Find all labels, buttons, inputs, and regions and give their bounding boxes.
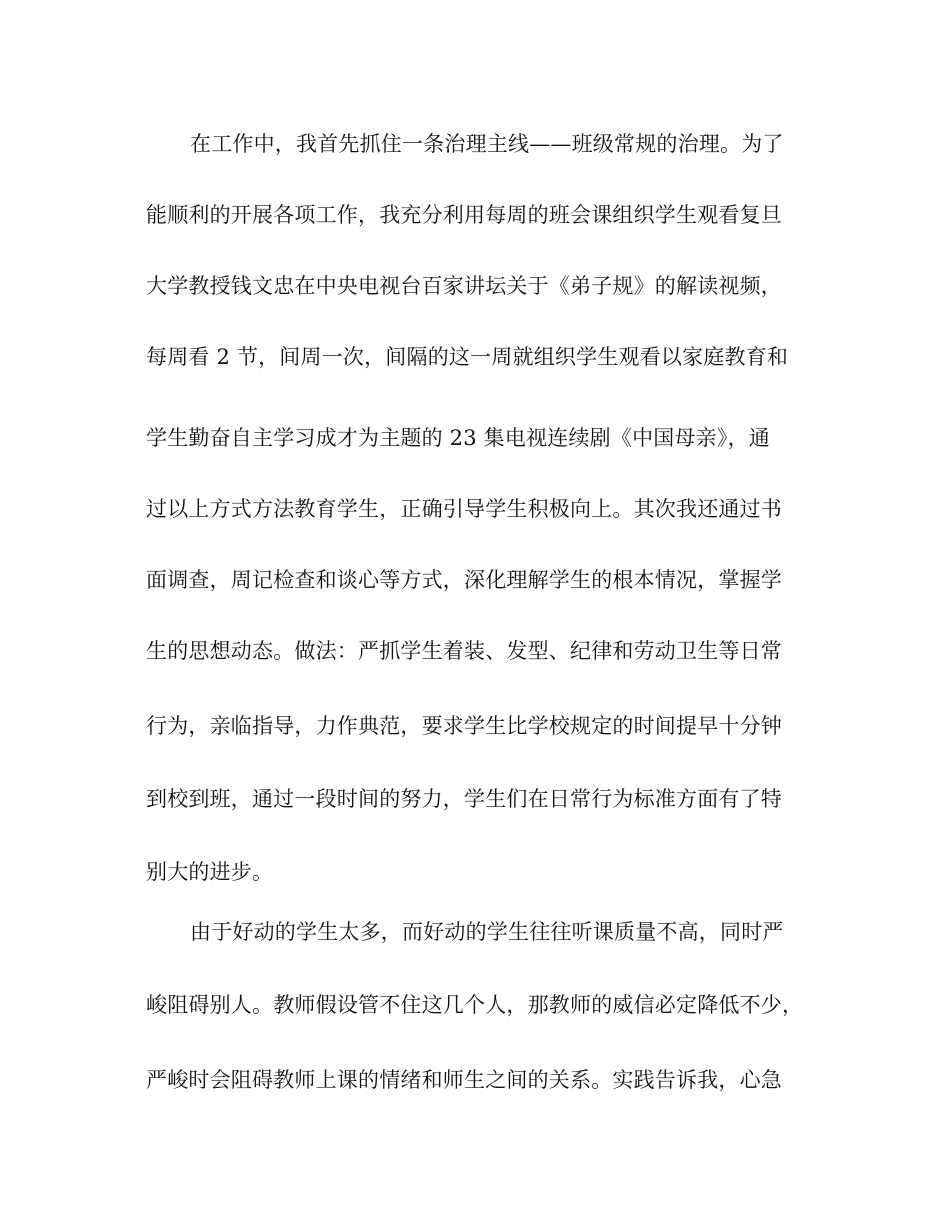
paragraph-1-line-4: 每周看 2 节，间周一次，间隔的这一周就组织学生观看以家庭教育和 (146, 345, 789, 369)
paragraph-1-line-11: 别大的进步。 (146, 860, 274, 884)
paragraph-2-line-2: 峻阻碍别人。教师假设管不住这几个人，那教师的威信必定降低不少， (146, 993, 804, 1017)
paragraph-1-line-5: 学生勤奋自主学习成才为主题的 23 集电视连续剧《中国母亲》，通 (146, 426, 770, 450)
paragraph-1-line-8: 生的思想动态。做法：严抓学生着装、发型、纪律和劳动卫生等日常 (146, 639, 782, 663)
paragraph-1-line-1: 在工作中，我首先抓住一条治理主线——班级常规的治理。为了 (190, 132, 784, 156)
paragraph-2-line-1: 由于好动的学生太多，而好动的学生往往听课质量不高，同时严 (190, 920, 784, 944)
paragraph-1-line-10: 到校到班，通过一段时间的努力，学生们在日常行为标准方面有了特 (146, 787, 782, 811)
paragraph-1-line-2: 能顺利的开展各项工作，我充分利用每周的班会课组织学生观看复旦 (146, 203, 782, 227)
paragraph-1-line-6: 过以上方式方法教育学生，正确引导学生积极向上。其次我还通过书 (146, 497, 782, 521)
paragraph-1-line-3: 大学教授钱文忠在中央电视台百家讲坛关于《弟子规》的解读视频， (146, 274, 782, 298)
paragraph-1-line-9: 行为，亲临指导，力作典范，要求学生比学校规定的时间提早十分钟 (146, 714, 782, 738)
paragraph-1-line-7: 面调查，周记检查和谈心等方式，深化理解学生的根本情况，掌握学 (146, 568, 782, 592)
paragraph-2-line-3: 严峻时会阻碍教师上课的情绪和师生之间的关系。实践告诉我，心急 (146, 1068, 782, 1092)
